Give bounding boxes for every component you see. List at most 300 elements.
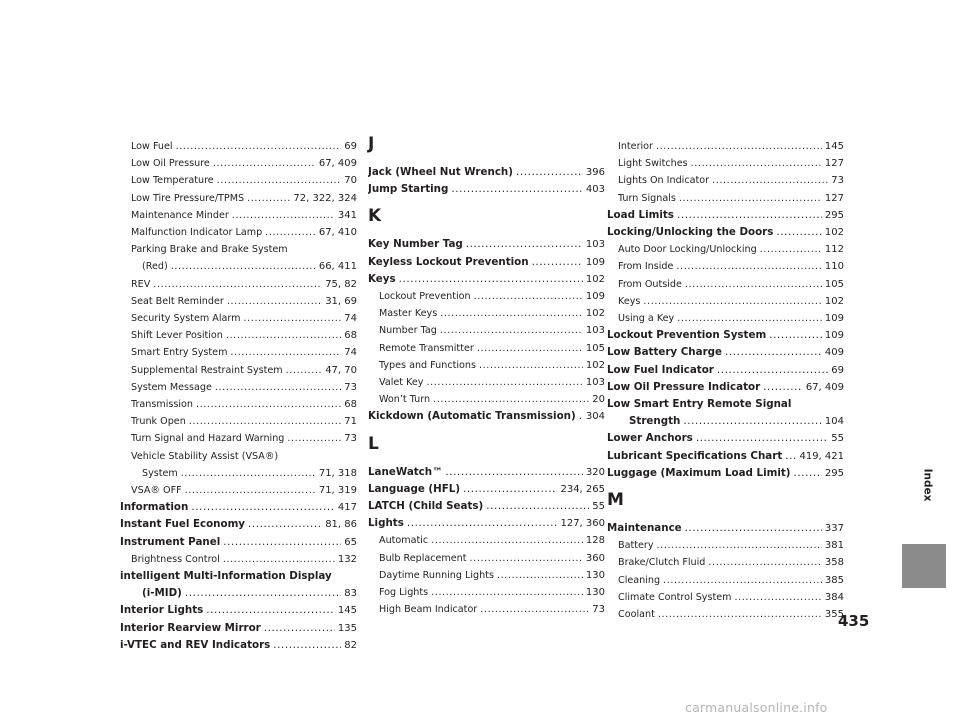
- index-entry: [368, 601, 605, 618]
- entry-pages: 396: [585, 167, 605, 178]
- index-entry: [368, 408, 605, 425]
- dot-leader: [215, 379, 341, 396]
- dot-leader: [213, 155, 316, 172]
- index-entry: [368, 164, 605, 181]
- dot-leader: [466, 236, 583, 253]
- index-entry: [368, 481, 605, 498]
- dot-leader: [463, 481, 557, 498]
- entry-pages: 67, 409: [805, 381, 844, 393]
- index-entry: [607, 448, 844, 465]
- dot-leader: [185, 585, 341, 602]
- index-entry: [607, 396, 844, 413]
- index-entry: [607, 589, 844, 606]
- dot-leader: [431, 532, 583, 549]
- entry-label: Lights On Indicator: [618, 175, 710, 187]
- entry-label: Keyless Lockout Prevention: [368, 255, 529, 268]
- entry-pages: 102: [585, 359, 605, 371]
- entry-pages: 403: [585, 184, 605, 196]
- side-tab-text: Index: [921, 468, 934, 502]
- entry-pages: 74: [344, 347, 357, 359]
- index-entry: [120, 585, 357, 602]
- entry-pages: 295: [824, 467, 844, 479]
- dot-leader: [286, 362, 323, 379]
- dot-leader: [516, 164, 583, 181]
- dot-leader: [217, 172, 342, 189]
- entry-pages: 385: [824, 574, 844, 586]
- entry-pages: 109: [824, 313, 844, 325]
- entry-label: Daytime Running Lights: [379, 569, 494, 581]
- entry-label: Low Fuel: [131, 141, 173, 152]
- entry-pages: 409: [824, 347, 844, 359]
- dot-leader: [171, 258, 316, 275]
- dot-leader: [708, 554, 822, 571]
- index-entry: [607, 241, 844, 258]
- dot-leader: [407, 515, 558, 532]
- entry-label: Using a Key: [618, 313, 675, 325]
- entry-label: i-VTEC and REV Indicators: [120, 638, 271, 651]
- entry-label: Jump Starting: [368, 183, 449, 196]
- entry-label: intelligent Multi-Information Display: [120, 570, 332, 583]
- entry-pages: 145: [337, 605, 357, 617]
- section-letter: K: [368, 206, 382, 227]
- entry-pages: 75, 82: [325, 278, 357, 290]
- entry-label: Supplemental Restraint System: [131, 364, 283, 376]
- entry-pages: 112: [824, 244, 844, 256]
- index-entry: [368, 322, 605, 339]
- entry-pages: 71: [344, 416, 357, 428]
- entry-pages: 31, 69: [325, 295, 357, 307]
- entry-label: Transmission: [131, 399, 193, 411]
- index-entry: [120, 327, 357, 344]
- entry-label: Interior Rearview Mirror: [120, 621, 261, 634]
- entry-label: Lockout Prevention: [379, 291, 471, 303]
- dot-leader: [474, 288, 583, 305]
- entry-pages: 304: [585, 411, 605, 423]
- dot-leader: [734, 589, 821, 606]
- entry-pages: 68: [344, 399, 357, 411]
- index-entry: [368, 305, 605, 322]
- entry-pages: 47, 70: [325, 364, 357, 376]
- index-entry: [607, 293, 844, 310]
- entry-pages: 73: [592, 604, 605, 616]
- entry-pages: 104: [824, 416, 844, 428]
- index-entry: [120, 276, 357, 293]
- index-entry: [368, 498, 605, 515]
- dot-leader: [696, 430, 828, 447]
- entry-pages: 127: [824, 192, 844, 204]
- index-entry: [607, 413, 844, 430]
- entry-label: Lights: [368, 517, 404, 530]
- index-entry: [368, 288, 605, 305]
- entry-label: From Inside: [618, 261, 674, 273]
- entry-label: Key Number Tag: [368, 238, 463, 251]
- entry-label: REV: [131, 278, 151, 290]
- dot-leader: [265, 224, 316, 241]
- dot-leader: [486, 498, 589, 515]
- index-entry: [607, 310, 844, 327]
- dot-leader: [763, 379, 803, 396]
- index-entry: [120, 568, 357, 585]
- entry-label: Malfunction Indicator Lamp: [131, 227, 263, 239]
- section-letter: J: [368, 134, 375, 154]
- dot-leader: [679, 190, 822, 207]
- entry-pages: 109: [585, 256, 605, 268]
- entry-label: Lower Anchors: [607, 432, 693, 445]
- index-entry: [607, 606, 844, 623]
- entry-label: Low Battery Charge: [607, 346, 723, 359]
- index-entry: [120, 465, 357, 482]
- entry-label: Battery: [618, 540, 654, 552]
- index-entry: [368, 340, 605, 357]
- entry-label: Low Temperature: [131, 175, 214, 187]
- entry-pages: 105: [824, 278, 844, 290]
- entry-label: Seat Belt Reminder: [131, 295, 224, 307]
- index-entry: [120, 241, 357, 258]
- dot-leader: [196, 396, 341, 413]
- dot-leader: [677, 310, 822, 327]
- dot-leader: [785, 448, 796, 465]
- entry-label: Master Keys: [379, 308, 438, 320]
- entry-label: Low Tire Pressure/TPMS: [131, 192, 245, 204]
- entry-label: Locking/Unlocking the Doors: [607, 226, 774, 239]
- index-entry: [120, 430, 357, 447]
- dot-leader: [431, 584, 583, 601]
- entry-label: Climate Control System: [618, 591, 732, 603]
- dot-leader: [725, 344, 822, 361]
- entry-label: Strength: [629, 415, 681, 428]
- page-number: 435: [838, 612, 870, 630]
- dot-leader: [191, 499, 335, 516]
- index-entry: [120, 310, 357, 327]
- entry-pages: 127, 360: [560, 518, 605, 530]
- entry-label: Bulb Replacement: [379, 552, 467, 564]
- dot-leader: [232, 207, 335, 224]
- entry-label: Load Limits: [607, 208, 674, 221]
- dot-leader: [663, 572, 822, 589]
- entry-pages: 110: [824, 261, 844, 273]
- entry-pages: 55: [592, 501, 605, 513]
- index-entry: [607, 327, 844, 344]
- entry-label: Turn Signal and Hazard Warning: [131, 433, 285, 445]
- entry-pages: 419, 421: [799, 450, 844, 462]
- index-entry: [120, 534, 357, 551]
- entry-label: Light Switches: [618, 158, 688, 170]
- entry-label: Auto Door Locking/Unlocking: [618, 244, 757, 256]
- entry-pages: 71, 319: [318, 485, 357, 497]
- dot-leader: [399, 271, 583, 288]
- entry-pages: 130: [585, 587, 605, 599]
- entry-label: Language (HFL): [368, 482, 461, 495]
- index-entry: [120, 190, 357, 207]
- entry-pages: 109: [585, 291, 605, 303]
- entry-label: Jack (Wheel Nut Wrench): [368, 166, 513, 178]
- dot-leader: [776, 224, 822, 241]
- entry-label: Automatic: [379, 535, 429, 547]
- dot-leader: [248, 516, 322, 533]
- index-entry: [120, 362, 357, 379]
- index-entry: [607, 155, 844, 172]
- index-entry: [368, 181, 605, 198]
- dot-leader: [477, 340, 583, 357]
- dot-leader: [479, 357, 583, 374]
- entry-label: Parking Brake and Brake System: [131, 244, 288, 256]
- index-entry: [368, 567, 605, 584]
- dot-leader: [480, 601, 589, 618]
- entry-pages: 145: [824, 141, 844, 152]
- entry-pages: 67, 410: [318, 227, 357, 239]
- dot-leader: [769, 327, 822, 344]
- entry-pages: 109: [824, 330, 844, 342]
- dot-leader: [657, 537, 822, 554]
- side-tab-label: [920, 455, 934, 515]
- entry-pages: 358: [824, 557, 844, 569]
- entry-label: Security System Alarm: [131, 313, 241, 325]
- dot-leader: [223, 534, 341, 551]
- index-entry: [607, 537, 844, 554]
- index-side-tab: [902, 544, 946, 588]
- entry-pages: 73: [344, 433, 357, 445]
- dot-leader: [230, 344, 341, 361]
- dot-leader: [227, 293, 322, 310]
- dot-leader: [206, 602, 335, 619]
- dot-leader: [497, 567, 583, 584]
- entry-pages: 70: [344, 175, 357, 187]
- dot-leader: [440, 305, 583, 322]
- entry-pages: 130: [585, 569, 605, 581]
- entry-label: VSA® OFF: [131, 485, 182, 497]
- entry-pages: 74: [344, 313, 357, 325]
- entry-label: Keys: [368, 272, 396, 285]
- entry-pages: 103: [585, 377, 605, 389]
- entry-label: Coolant: [618, 609, 655, 621]
- dot-leader: [685, 276, 822, 293]
- dot-leader: [451, 181, 583, 198]
- entry-label: Lockout Prevention System: [607, 329, 767, 342]
- entry-pages: 135: [337, 622, 357, 634]
- watermark: carmanualsonline.info: [685, 700, 828, 715]
- dot-leader: [264, 620, 335, 637]
- entry-label: Instant Fuel Economy: [120, 518, 246, 531]
- index-entry: [368, 357, 605, 374]
- index-entry: [607, 172, 844, 189]
- index-column-2: [368, 134, 605, 618]
- dot-leader: [532, 254, 583, 271]
- entry-pages: 128: [585, 535, 605, 547]
- dot-leader: [685, 520, 822, 537]
- dot-leader: [244, 310, 342, 327]
- entry-label: Maintenance: [607, 522, 682, 535]
- index-entry: [368, 236, 605, 253]
- entry-label: LATCH (Child Seats): [368, 500, 484, 513]
- entry-label: Interior Lights: [120, 604, 204, 617]
- entry-pages: 103: [585, 325, 605, 337]
- dot-leader: [717, 362, 828, 379]
- entry-label: Lubricant Specifications Chart: [607, 449, 783, 462]
- index-entry: [120, 396, 357, 413]
- dot-leader: [181, 465, 316, 482]
- index-entry: [607, 362, 844, 379]
- entry-label: Maintenance Minder: [131, 209, 229, 221]
- index-entry: [120, 620, 357, 637]
- dot-leader: [579, 408, 583, 425]
- entry-pages: 337: [824, 523, 844, 535]
- entry-pages: 82: [344, 639, 357, 651]
- entry-label: (i-MID): [142, 587, 182, 600]
- entry-pages: 81, 86: [325, 519, 357, 531]
- entry-label: High Beam Indicator: [379, 604, 478, 616]
- dot-leader: [677, 207, 822, 224]
- entry-label: Low Oil Pressure: [131, 158, 210, 170]
- index-entry: [607, 207, 844, 224]
- dot-leader: [273, 637, 341, 654]
- dot-leader: [223, 551, 335, 568]
- entry-pages: 132: [337, 553, 357, 565]
- entry-pages: 20: [592, 394, 605, 406]
- dot-leader: [470, 550, 583, 567]
- index-entry: [607, 520, 844, 537]
- index-entry: [368, 515, 605, 532]
- index-entry: [120, 155, 357, 172]
- dot-leader: [658, 606, 822, 623]
- index-entry: [607, 138, 844, 155]
- index-entry: [368, 550, 605, 567]
- entry-label: Luggage (Maximum Load Limit): [607, 466, 791, 479]
- dot-leader: [189, 413, 341, 430]
- entry-label: Low Oil Pressure Indicator: [607, 380, 761, 393]
- entry-pages: 103: [585, 239, 605, 251]
- entry-label: Valet Key: [379, 377, 424, 389]
- entry-label: Brightness Control: [131, 553, 220, 565]
- index-entry: [120, 379, 357, 396]
- entry-pages: 384: [824, 591, 844, 603]
- dot-leader: [445, 464, 582, 481]
- index-entry: [120, 413, 357, 430]
- index-entry: [368, 271, 605, 288]
- index-entry: [607, 554, 844, 571]
- entry-label: Shift Lever Position: [131, 330, 223, 342]
- index-entry: [607, 465, 844, 482]
- entry-pages: 66, 411: [318, 261, 357, 273]
- index-entry: [607, 572, 844, 589]
- entry-label: Low Fuel Indicator: [607, 363, 714, 376]
- entry-label: Types and Functions: [379, 359, 476, 371]
- entry-label: From Outside: [618, 278, 682, 290]
- index-entry: [607, 344, 844, 361]
- entry-pages: 83: [344, 588, 357, 600]
- entry-pages: 320: [585, 466, 605, 478]
- entry-pages: 295: [824, 209, 844, 221]
- dot-leader: [656, 138, 822, 155]
- dot-leader: [676, 258, 822, 275]
- entry-label: Information: [120, 501, 189, 514]
- dot-leader: [247, 190, 290, 207]
- index-entry: [368, 391, 605, 408]
- index-entry: [120, 138, 357, 155]
- entry-label: Trunk Open: [131, 416, 186, 428]
- entry-label: Cleaning: [618, 574, 661, 586]
- index-entry: [120, 551, 357, 568]
- index-entry: [120, 482, 357, 499]
- index-entry: [607, 430, 844, 447]
- dot-leader: [643, 293, 822, 310]
- entry-pages: 67, 409: [318, 158, 357, 170]
- entry-label: System: [142, 467, 178, 479]
- index-entry: [368, 464, 605, 481]
- index-entry: [607, 224, 844, 241]
- entry-pages: 102: [824, 227, 844, 239]
- section-letter: L: [368, 433, 379, 454]
- dot-leader: [760, 241, 822, 258]
- index-column-3: [607, 138, 844, 623]
- entry-pages: 69: [831, 364, 844, 376]
- entry-label: LaneWatch™: [368, 465, 443, 478]
- entry-label: Smart Entry System: [131, 347, 228, 359]
- index-entry: [120, 602, 357, 619]
- index-entry: [120, 293, 357, 310]
- index-column-1: [120, 138, 357, 654]
- entry-pages: 73: [831, 175, 844, 187]
- entry-pages: 381: [824, 540, 844, 552]
- entry-label: Low Smart Entry Remote Signal: [607, 398, 792, 411]
- entry-label: Vehicle Stability Assist (VSA®): [131, 450, 279, 462]
- entry-pages: 360: [585, 552, 605, 564]
- index-entry: [120, 637, 357, 654]
- index-entry: [120, 172, 357, 189]
- dot-leader: [793, 465, 821, 482]
- index-entry: [607, 276, 844, 293]
- dot-leader: [153, 276, 322, 293]
- entry-label: Keys: [618, 295, 641, 307]
- entry-pages: 69: [344, 141, 357, 152]
- dot-leader: [691, 155, 822, 172]
- index-entry: [607, 258, 844, 275]
- entry-pages: 355: [824, 609, 844, 621]
- entry-label: Turn Signals: [618, 192, 676, 204]
- entry-pages: 71, 318: [318, 467, 357, 479]
- entry-label: Instrument Panel: [120, 535, 221, 548]
- entry-pages: 341: [337, 209, 357, 221]
- dot-leader: [433, 391, 589, 408]
- entry-label: Brake/Clutch Fluid: [618, 557, 706, 569]
- dot-leader: [185, 482, 316, 499]
- entry-label: Remote Transmitter: [379, 342, 474, 354]
- index-entry: [368, 374, 605, 391]
- entry-pages: 105: [585, 342, 605, 354]
- entry-pages: 102: [585, 308, 605, 320]
- entry-pages: 127: [824, 158, 844, 170]
- index-entry: [120, 344, 357, 361]
- index-entry: [368, 584, 605, 601]
- entry-pages: 65: [344, 536, 357, 548]
- entry-pages: 102: [585, 273, 605, 285]
- entry-pages: 68: [344, 330, 357, 342]
- dot-leader: [287, 430, 341, 447]
- index-entry: [607, 190, 844, 207]
- section-letter: M: [607, 490, 624, 511]
- index-entry: [120, 207, 357, 224]
- entry-label: System Message: [131, 381, 212, 393]
- entry-pages: 234, 265: [560, 483, 605, 495]
- entry-label: Kickdown (Automatic Transmission): [368, 410, 576, 423]
- dot-leader: [712, 172, 828, 189]
- entry-label: (Red): [142, 261, 168, 273]
- entry-label: Interior: [618, 141, 653, 152]
- index-entry: [120, 258, 357, 275]
- entry-pages: 73: [344, 381, 357, 393]
- entry-pages: 102: [824, 295, 844, 307]
- index-entry: [607, 379, 844, 396]
- entry-label: Won’t Turn: [379, 394, 431, 406]
